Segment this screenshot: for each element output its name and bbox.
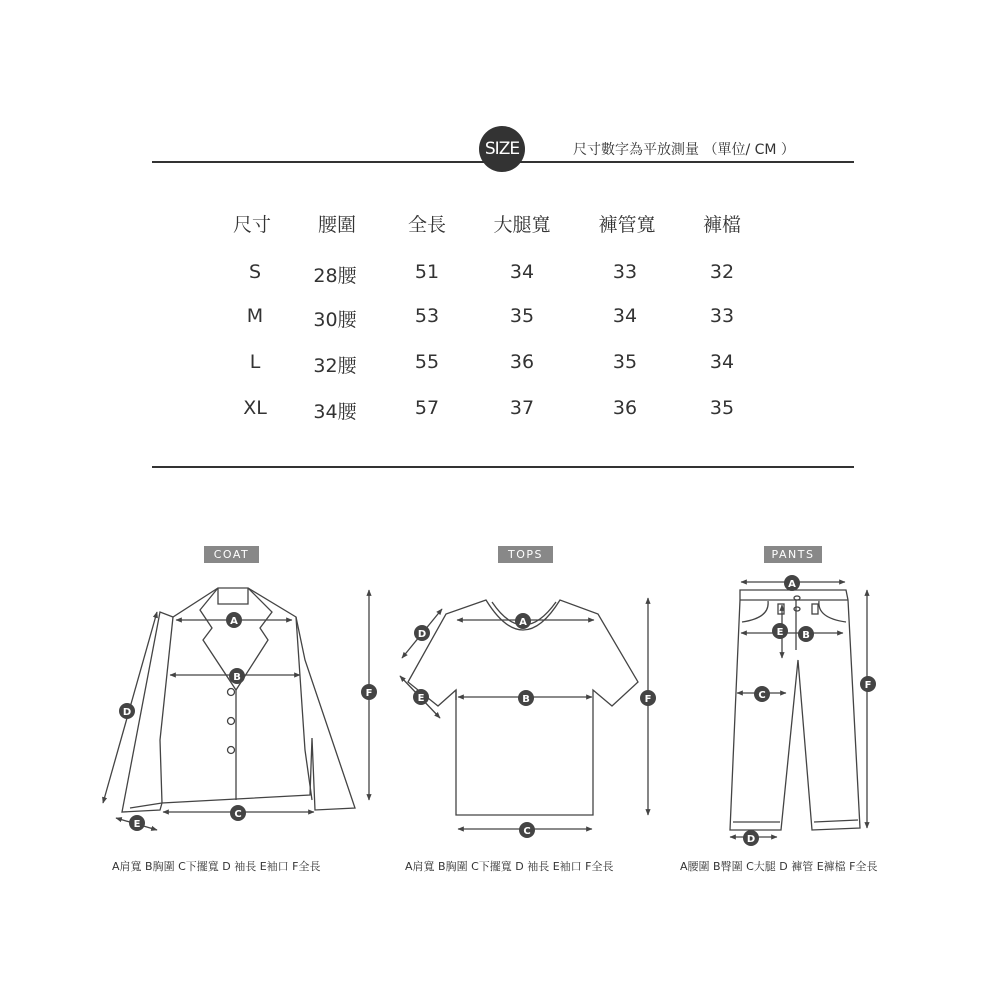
column-header: 褲管寬: [598, 214, 656, 236]
pants-tag: PANTS: [764, 546, 822, 563]
size-badge: SIZE: [479, 126, 525, 172]
coat-button: [228, 747, 235, 754]
marker-b-label: B: [522, 694, 530, 705]
column-header: 腰圍: [317, 214, 356, 236]
table-cell: 28腰: [313, 265, 357, 287]
marker-d-label: D: [746, 834, 756, 845]
column-header: 全長: [407, 214, 446, 236]
marker-f-label: F: [864, 680, 872, 691]
table-cell: 33: [709, 305, 735, 327]
table-cell: 34: [709, 351, 735, 373]
measurement-note: 尺寸數字為平放測量 （單位/ CM ）: [573, 142, 795, 158]
table-cell: 35: [612, 351, 638, 373]
tops-markers: [413, 613, 656, 838]
table-cell: 33: [612, 261, 638, 283]
marker-c-label: C: [523, 826, 531, 837]
marker-d-label: D: [417, 629, 427, 640]
table-cell: 32: [709, 261, 735, 283]
table-cell: XL: [243, 397, 267, 419]
column-header: 大腿寬: [493, 214, 551, 236]
table-cell: 57: [414, 397, 440, 419]
table-cell: L: [249, 351, 261, 373]
table-cell: 35: [509, 305, 535, 327]
marker-c-label: C: [234, 809, 242, 820]
marker-a-label: A: [519, 617, 527, 628]
pants-diagram: [730, 582, 867, 837]
column-header: 褲檔: [702, 214, 741, 236]
table-cell: S: [248, 261, 262, 283]
table-cell: 51: [414, 261, 440, 283]
table-cell: 55: [414, 351, 440, 373]
coat-button: [228, 689, 235, 696]
table-cell: 35: [709, 397, 735, 419]
coat-legend: A肩寬 B胸圍 C下擺寬 D 袖長 E袖口 F全長: [112, 860, 321, 873]
table-cell: 36: [612, 397, 638, 419]
marker-a-label: A: [230, 616, 238, 627]
marker-d-label: D: [122, 707, 132, 718]
pants-outline: [730, 590, 860, 830]
marker-c-label: C: [758, 690, 766, 701]
tshirt-outline: [408, 600, 638, 815]
marker-e-label: E: [776, 627, 784, 638]
table-cell: 53: [414, 305, 440, 327]
marker-e-label: E: [417, 693, 425, 704]
marker-f-label: F: [365, 688, 373, 699]
table-cell: 36: [509, 351, 535, 373]
coat-button: [228, 718, 235, 725]
coat-tag: COAT: [204, 546, 259, 563]
marker-b-label: B: [802, 630, 810, 641]
table-cell: 37: [509, 397, 535, 419]
table-cell: M: [246, 305, 264, 327]
tops-legend: A肩寬 B胸圍 C下擺寬 D 袖長 E袖口 F全長: [405, 860, 614, 873]
tops-diagram: [400, 598, 648, 829]
column-header: 尺寸: [232, 214, 271, 236]
marker-a-label: A: [788, 579, 796, 590]
pants-legend: A腰圍 B臀圍 C大腿 D 褲管 E褲檔 F全長: [680, 860, 878, 873]
tops-tag: TOPS: [498, 546, 553, 563]
table-cell: 34: [612, 305, 638, 327]
table-cell: 30腰: [313, 309, 357, 331]
marker-e-label: E: [133, 819, 141, 830]
marker-f-label: F: [644, 694, 652, 705]
table-cell: 32腰: [313, 355, 357, 377]
marker-b-label: B: [233, 672, 241, 683]
table-cell: 34腰: [313, 401, 357, 423]
table-cell: 34: [509, 261, 535, 283]
